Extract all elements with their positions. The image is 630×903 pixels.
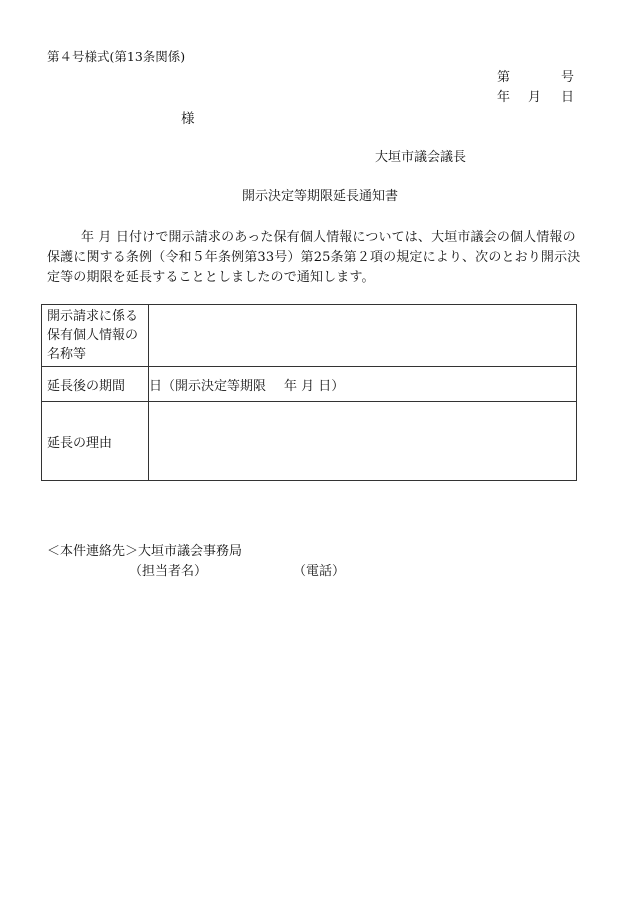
table-row-extended-period: [42, 367, 577, 402]
information-name-value: [149, 305, 577, 367]
body-paragraph: 年 月 日付けで開示請求のあった保有個人情報については、大垣市議会の個人情報の保護に関する条例（令和５年条例第33号）第25条第２項の規定により、次のとおり開示決定等の期限を延長することとしましたので通知します。: [47, 230, 581, 285]
extended-period-deadline-date: 年 月 日）: [284, 378, 345, 394]
table-row-extension-reason: [42, 402, 577, 481]
extension-reason-label: 延長の理由: [42, 402, 149, 481]
document-number-suffix: 号: [561, 70, 575, 85]
extension-details-table: [41, 304, 577, 481]
extended-period-label: 延長後の期間: [42, 367, 149, 402]
table-row-information-name: [42, 305, 577, 367]
person-in-charge-label: （担当者名）: [129, 564, 208, 579]
form-number: 第４号様式(第13条関係): [47, 49, 186, 64]
information-name-label: 開示請求に係る保有個人情報の名称等: [42, 305, 149, 367]
date-month-label: 月: [528, 90, 542, 105]
extended-period-value: [149, 367, 577, 402]
date-day-label: 日: [561, 90, 575, 105]
document-title: 開示決定等期限延長通知書: [242, 189, 399, 204]
phone-label: （電話）: [293, 564, 346, 579]
extension-reason-value: [149, 402, 577, 481]
extended-period-days: 日（開示決定等期限: [149, 378, 267, 394]
document-number-label: 第: [497, 70, 511, 85]
contact-office: ＜本件連絡先＞大垣市議会事務局: [47, 544, 243, 559]
issuer-name: 大垣市議会議長: [375, 150, 467, 165]
date-year-label: 年: [497, 90, 511, 105]
recipient-honorific: 様: [181, 111, 195, 127]
